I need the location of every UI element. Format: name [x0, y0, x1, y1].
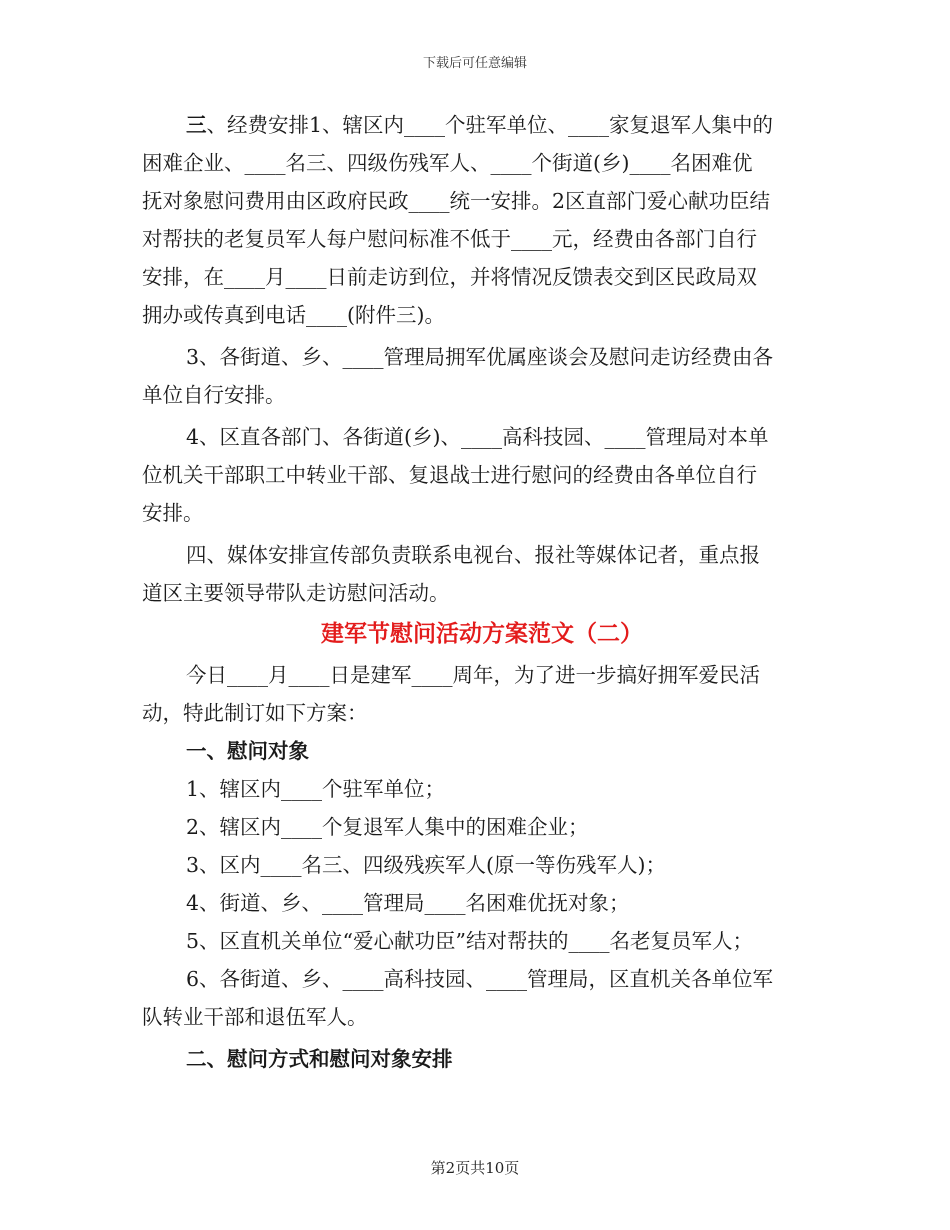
para-line: 拥办或传真到电话____(附件三)。: [142, 303, 445, 327]
para-line: 抚对象慰问费用由区政府民政____统一安排。2区直部门爱心献功臣结: [142, 189, 771, 213]
page-footer-number: 第2页共10页: [430, 1159, 520, 1177]
para-line: 动，特此制订如下方案：: [142, 701, 368, 725]
para-line: 四、媒体安排宣传部负责联系电视台、报社等媒体记者，重点报: [186, 543, 760, 567]
list-item: 6、各街道、乡、____高科技园、____管理局，区直机关各单位军: [186, 967, 774, 991]
document-body: [142, 106, 822, 1078]
page-header-note: 下载后可任意编辑: [422, 56, 527, 71]
para-line: 队转业干部和退伍军人。: [142, 1005, 368, 1029]
para-line: 4、区直各部门、各街道(乡)、____高科技园、____管理局对本单: [186, 425, 769, 449]
para-line: 道区主要领导带队走访慰问活动。: [142, 581, 450, 605]
list-item: 3、区内____名三、四级残疾军人(原一等伤残军人)；: [186, 853, 667, 877]
para-line: 困难企业、____名三、四级伤残军人、____个街道(乡)____名困难优: [142, 151, 753, 175]
para-line: 今日____月____日是建军____周年，为了进一步搞好拥军爱民活: [186, 663, 760, 687]
subheading: 二、慰问方式和慰问对象安排: [186, 1047, 453, 1071]
para-line: 安排。: [142, 501, 204, 525]
para-line: 3、各街道、乡、____管理局拥军优属座谈会及慰问走访经费由各: [186, 345, 774, 369]
para-line: 对帮扶的老复员军人每户慰问标准不低于____元，经费由各部门自行: [142, 227, 757, 251]
para-line: 位机关干部职工中转业干部、复退战士进行慰问的经费由各单位自行: [142, 463, 757, 487]
list-item: 2、辖区内____个复退军人集中的困难企业；: [186, 815, 589, 839]
para-line: 三、经费安排1、辖区内____个驻军单位、____家复退军人集中的: [186, 113, 774, 137]
list-item: 1、辖区内____个驻军单位；: [186, 777, 446, 801]
para-line: 安排，在____月____日前走访到位，并将情况反馈表交到区民政局双: [142, 265, 757, 289]
list-item: 5、区直机关单位“爱心献功臣”结对帮扶的____名老复员军人；: [186, 929, 754, 953]
line-rest: 、经费安排1、辖区内____个驻军单位、____家复退军人集中的: [206, 113, 774, 137]
subheading: 一、慰问对象: [186, 739, 309, 763]
para-line: 单位自行安排。: [142, 383, 286, 407]
list-item: 4、街道、乡、____管理局____名困难优抚对象；: [186, 891, 630, 915]
section-title: 建军节慰问活动方案范文（二）: [321, 620, 643, 647]
